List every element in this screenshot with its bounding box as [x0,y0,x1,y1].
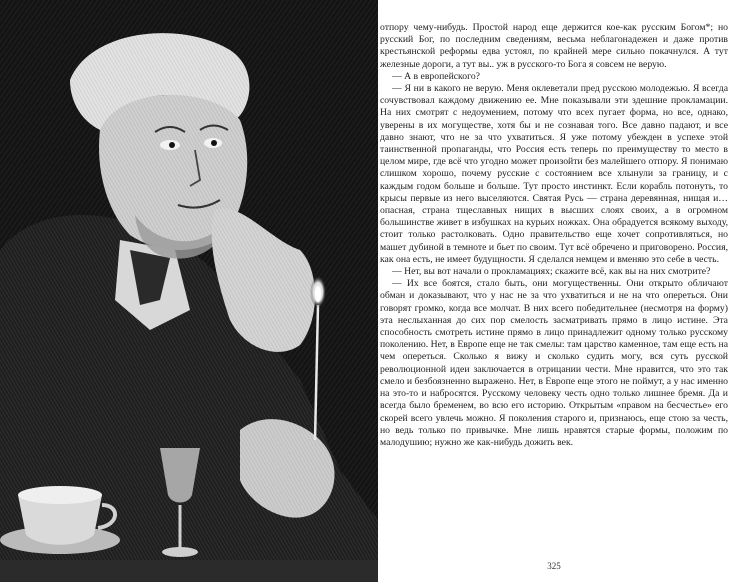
text-page [380,22,728,572]
page-body [380,22,728,449]
paragraph: — Их все боятся, стало быть, они могущественны. Они открыто обличают обман и доказывают, что у нас не за что ухватиться и не на что опереться. Они говорят громко, когда все молчат. В них всего победительнее (несмотря на форму) эта неслыханная до сих пор смелость засматривать прямо в лицо истине. Эта способность смотреть истине прямо в лицо принадлежит одному только русскому поколению. Нет, в Европе еще не так смелы: там царство каменное, там еще есть на чем опереться. Сколько я вижу и сколько судить могу, вся суть русской революционной идеи заключается в отрицании чести. Мне нравится, что это так смело и безбоязненно выражено. Нет, в Европе еще этого не поймут, а у нас именно на это-то и набросятся. Русскому человеку честь одно только лишнее бремя. Да и всегда было бременем, во всю его историю. Открытым «правом на бесчестье» его скорей всего увлечь можно. Я поколения старого и, признаюсь, еще стою за честь, но ведь только по привычке. Мне лишь нравятся старые формы, положим по малодушию; нужно же как-нибудь дожить век. [380,278,728,448]
paragraph: — Я ни в какого не верую. Меня оклеветали пред русскою молодежью. Я всегда сочувствовал каждому движению ее. Мне показывали эти здешние прокламации. На них смотрят с недоумением, потому что всех пугает форма, но все, однако, уверены в их могуществе, хотя бы и не сознавая того. Все давно падают, и все давно знают, что не за что ухватиться. Я уже потому убежден в успехе этой таинственной пропаганды, что Россия есть теперь по преимуществу то место в целом мире, где всё что угодно может произойти без малейшего отпору. Я понимаю слишком хорошо, почему русские с состоянием все хлынули за границу, и с каждым годом больше и больше. Тут просто инстинкт. Если корабль потонуть, то крысы первые из него выселяются. Святая Русь — страна деревянная, нищая и… опасная, страна тщеславных нищих в высших слоях своих, а в огромном большинстве живет в избушках на курьих ножках. Она обрадуется всякому выходу, стоит только растолковать. Одно правительство еще хочет сопротивляться, но машет дубиной в темноте и бьет по своим. Тут всё обречено и приговорено. Россия, как она есть, не имеет будущности. Я сделался немцем и вменяю это себе в честь. [380,83,728,265]
paragraph: — А в европейского? [392,70,480,82]
paragraph: отпору чему-нибудь. Простой народ еще держится кое-как русским Богом*; но русский Бог, по последним сведениям, весьма неблагонадежен и даже против крестьянской реформы едва устоял, по крайней мере сильно покачнулся. А тут железные дороги, а тут вы.. уж в русского-то Бога я совсем не верую. [380,22,728,70]
paragraph: — Нет, вы вот начали о прокламациях; скажите всё, как вы на них смотрите? [392,266,711,278]
page-number: 325 [547,561,561,571]
